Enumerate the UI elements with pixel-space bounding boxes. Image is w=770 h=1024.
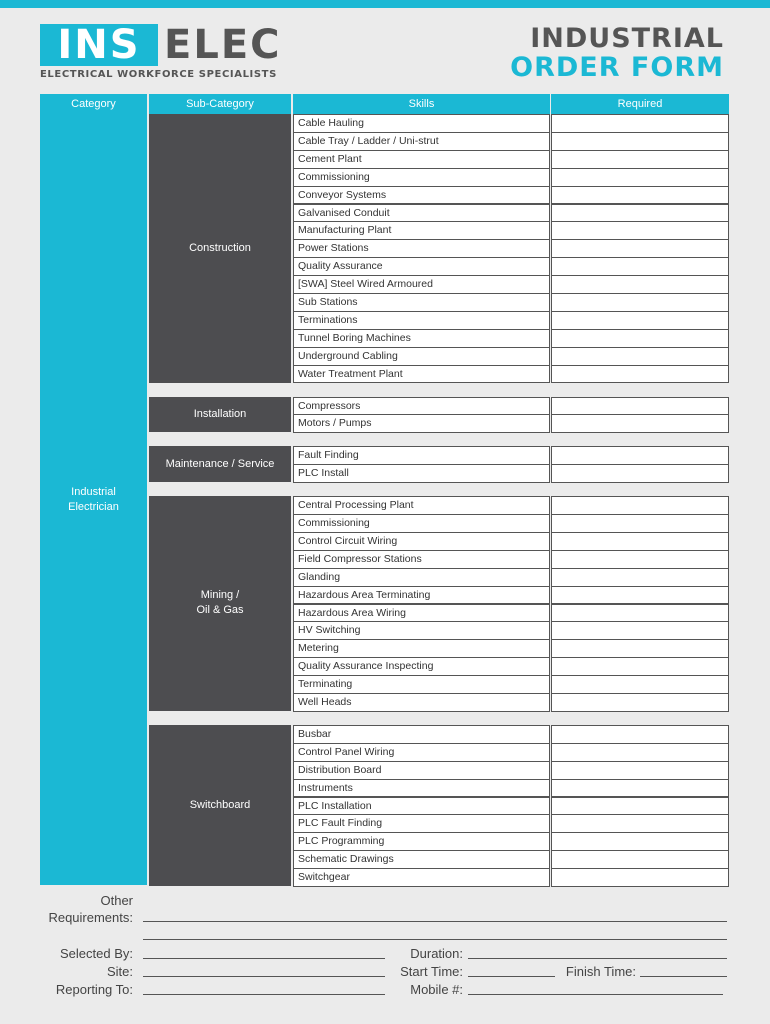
skill-cell: Manufacturing Plant [293, 221, 550, 240]
skill-cell: Terminations [293, 311, 550, 330]
required-input[interactable] [551, 329, 729, 348]
required-input[interactable] [551, 797, 729, 816]
other-requirements-line-1[interactable] [143, 921, 727, 922]
subcategory-cell [149, 114, 291, 383]
skill-cell: Glanding [293, 568, 550, 587]
skill-cell: Quality Assurance Inspecting [293, 657, 550, 676]
skill-cell: Cement Plant [293, 150, 550, 169]
skill-cell: PLC Fault Finding [293, 814, 550, 833]
site-label: Site: [106, 964, 133, 979]
skill-cell: PLC Installation [293, 797, 550, 816]
required-input[interactable] [551, 675, 729, 694]
required-input[interactable] [551, 814, 729, 833]
skill-cell: Commissioning [293, 514, 550, 533]
logo-elec-text: ELEC [164, 22, 282, 68]
duration-field[interactable] [468, 958, 727, 959]
required-input[interactable] [551, 850, 729, 869]
required-input[interactable] [551, 464, 729, 483]
category-cell [40, 114, 147, 885]
required-input[interactable] [551, 132, 729, 151]
selected-by-field[interactable] [143, 958, 385, 959]
required-input[interactable] [551, 496, 729, 515]
required-input[interactable] [551, 657, 729, 676]
skill-cell: Switchgear [293, 868, 550, 887]
required-input[interactable] [551, 347, 729, 366]
start-time-label: Start Time: [400, 964, 463, 979]
skill-cell: Compressors [293, 397, 550, 416]
other-label-line2: Requirements: [48, 910, 133, 925]
skill-cell: Busbar [293, 725, 550, 744]
skill-cell: Cable Hauling [293, 114, 550, 133]
required-input[interactable] [551, 168, 729, 187]
subcategory-label: Installation [193, 407, 247, 420]
skill-cell: Motors / Pumps [293, 414, 550, 433]
required-input[interactable] [551, 761, 729, 780]
required-input[interactable] [551, 693, 729, 712]
required-input[interactable] [551, 365, 729, 384]
subcategory-label: Switchboard [189, 798, 251, 811]
required-input[interactable] [551, 446, 729, 465]
skill-cell: Schematic Drawings [293, 850, 550, 869]
category-label: Industrial Electrician [68, 485, 119, 513]
subcategory-cell [149, 725, 291, 886]
skill-cell: HV Switching [293, 621, 550, 640]
skill-cell: Cable Tray / Ladder / Uni-strut [293, 132, 550, 151]
skill-cell: Central Processing Plant [293, 496, 550, 515]
subcategory-label: Maintenance / Service [165, 457, 275, 470]
required-input[interactable] [551, 868, 729, 887]
required-input[interactable] [551, 293, 729, 312]
skill-cell: Commissioning [293, 168, 550, 187]
skill-cell: Control Circuit Wiring [293, 532, 550, 551]
required-input[interactable] [551, 532, 729, 551]
skill-cell: Quality Assurance [293, 257, 550, 276]
required-input[interactable] [551, 221, 729, 240]
subcategory-label: Construction [189, 241, 251, 254]
required-input[interactable] [551, 397, 729, 416]
required-input[interactable] [551, 832, 729, 851]
finish-time-field[interactable] [640, 976, 727, 977]
required-input[interactable] [551, 743, 729, 762]
required-input[interactable] [551, 275, 729, 294]
start-time-field[interactable] [468, 976, 555, 977]
duration-label: Duration: [410, 946, 463, 961]
skill-cell: Hazardous Area Wiring [293, 604, 550, 623]
skill-cell: Power Stations [293, 239, 550, 258]
skill-cell: Distribution Board [293, 761, 550, 780]
form-title [510, 24, 724, 82]
skill-cell: Instruments [293, 779, 550, 798]
skill-cell: [SWA] Steel Wired Armoured [293, 275, 550, 294]
header-subcategory: Sub-Category [149, 94, 291, 114]
skill-cell: Control Panel Wiring [293, 743, 550, 762]
form-title-line1: INDUSTRIAL [530, 23, 724, 54]
subcategory-cell [149, 446, 291, 482]
selected-by-label: Selected By: [60, 946, 133, 961]
finish-time-label: Finish Time: [565, 964, 636, 979]
required-input[interactable] [551, 204, 729, 223]
required-input[interactable] [551, 621, 729, 640]
required-input[interactable] [551, 568, 729, 587]
top-accent-bar [0, 0, 770, 8]
required-input[interactable] [551, 414, 729, 433]
required-input[interactable] [551, 150, 729, 169]
skill-cell: Well Heads [293, 693, 550, 712]
skill-cell: Tunnel Boring Machines [293, 329, 550, 348]
form-title-line2: ORDER FORM [510, 52, 724, 83]
required-input[interactable] [551, 550, 729, 569]
required-input[interactable] [551, 514, 729, 533]
logo-ins-block: INS [40, 24, 158, 66]
required-input[interactable] [551, 311, 729, 330]
required-input[interactable] [551, 779, 729, 798]
skill-cell: Underground Cabling [293, 347, 550, 366]
required-input[interactable] [551, 239, 729, 258]
mobile-field[interactable] [468, 994, 723, 995]
skill-cell: Metering [293, 639, 550, 658]
required-input[interactable] [551, 586, 729, 605]
subcategory-cell [149, 397, 291, 433]
required-input[interactable] [551, 186, 729, 205]
skill-cell: Terminating [293, 675, 550, 694]
other-requirements-line-2[interactable] [143, 939, 727, 940]
subcategory-label: Mining / Oil & Gas [196, 589, 244, 617]
logo-tagline: ELECTRICAL WORKFORCE SPECIALISTS [40, 69, 277, 80]
site-field[interactable] [143, 976, 385, 977]
reporting-to-field[interactable] [143, 994, 385, 995]
subcategory-cell [149, 496, 291, 711]
required-input[interactable] [551, 639, 729, 658]
skill-cell: Field Compressor Stations [293, 550, 550, 569]
required-input[interactable] [551, 725, 729, 744]
skill-cell: Sub Stations [293, 293, 550, 312]
header-required: Required [551, 94, 729, 114]
header-category: Category [40, 94, 147, 114]
skill-cell: Galvanised Conduit [293, 204, 550, 223]
skill-cell: Fault Finding [293, 446, 550, 465]
skill-cell: PLC Programming [293, 832, 550, 851]
skill-cell: Hazardous Area Terminating [293, 586, 550, 605]
required-input[interactable] [551, 604, 729, 623]
skill-cell: PLC Install [293, 464, 550, 483]
required-input[interactable] [551, 257, 729, 276]
skill-cell: Water Treatment Plant [293, 365, 550, 384]
mobile-label: Mobile #: [410, 982, 463, 997]
header-skills: Skills [293, 94, 550, 114]
required-input[interactable] [551, 114, 729, 133]
skill-cell: Conveyor Systems [293, 186, 550, 205]
other-label-line1: Other [100, 893, 133, 908]
reporting-to-label: Reporting To: [55, 982, 133, 997]
